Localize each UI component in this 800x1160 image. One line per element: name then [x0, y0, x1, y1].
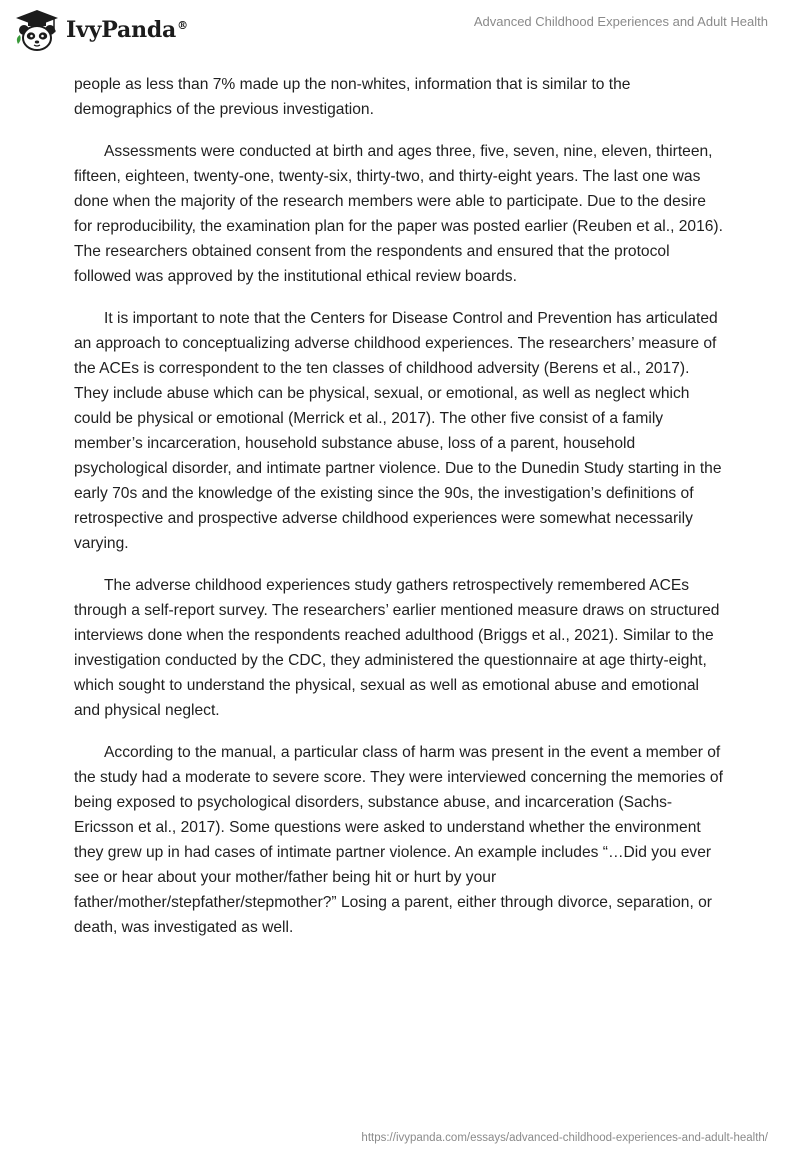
page-header — [0, 0, 800, 70]
paragraph: It is important to note that the Centers for Disease Control and Prevention has articulated an approach to conceptualizing adverse childhood experiences. The researchers’ measure of the ACEs is correspondent to the ten classes of childhood adversity (Berens et al., 2017). They include abuse which can be physical, sexual, or emotional, as well as neglect which could be physical or emotional (Merrick et al., 2017). The other five consist of a family member’s incarceration, household substance abuse, loss of a parent, household psychological disorder, and intimate partner violence. Due to the Dunedin Study starting in the early 70s and the knowledge of the existing since the 90s, the investigation’s definitions of retrospective and prospective adverse childhood experiences were somewhat necessarily varying. — [74, 310, 722, 552]
paragraph: The adverse childhood experiences study gathers retrospectively remembered ACEs through a self-report survey. The researchers’ earlier mentioned measure draws on structured interviews done when the respondents reached adulthood (Briggs et al., 2021). Similar to the investigation conducted by the CDC, they administered the questionnaire at age thirty-eight, which sought to understand the physical, sexual as well as emotional abuse and emotional and physical neglect. — [74, 577, 720, 719]
essay-body — [74, 72, 724, 957]
paragraph: According to the manual, a particular class of harm was present in the event a member of the study had a moderate to severe score. They were interviewed concerning the memories of being exposed to psychological disorders, substance abuse, and incarceration (Sachs-Ericsson et al., 2017). Some questions were asked to understand whether the environment they grew up in had cases of intimate partner violence. An example includes “…Did you ever see or hear about your mother/father being hit or hurt by your father/mother/stepfather/stepmother?” Losing a parent, either through divorce, separation, or death, was investigated as well. — [74, 744, 723, 936]
paragraph: Assessments were conducted at birth and ages three, five, seven, nine, eleven, thirteen, fifteen, eighteen, twenty-one, twenty-six, thirty-two, and thirty-eight years. The last one was done when the majority of the research members were able to participate. Due to the desire for reproducibility, the examination plan for the paper was posted earlier (Reuben et al., 2016). The researchers obtained consent from the respondents and ensured that the protocol followed was approved by the institutional ethical review boards. — [74, 143, 723, 285]
document-title: Advanced Childhood Experiences and Adult Health — [473, 14, 768, 29]
source-url[interactable]: https://ivypanda.com/essays/advanced-childhood-experiences-and-adult-health/ — [361, 1132, 768, 1144]
paragraph: people as less than 7% made up the non-whites, information that is similar to the demographics of the previous investigation. — [74, 76, 631, 118]
panda-graduate-icon — [14, 8, 60, 52]
site-logo[interactable] — [14, 8, 188, 52]
logo-wordmark: IvyPanda® — [66, 17, 188, 43]
